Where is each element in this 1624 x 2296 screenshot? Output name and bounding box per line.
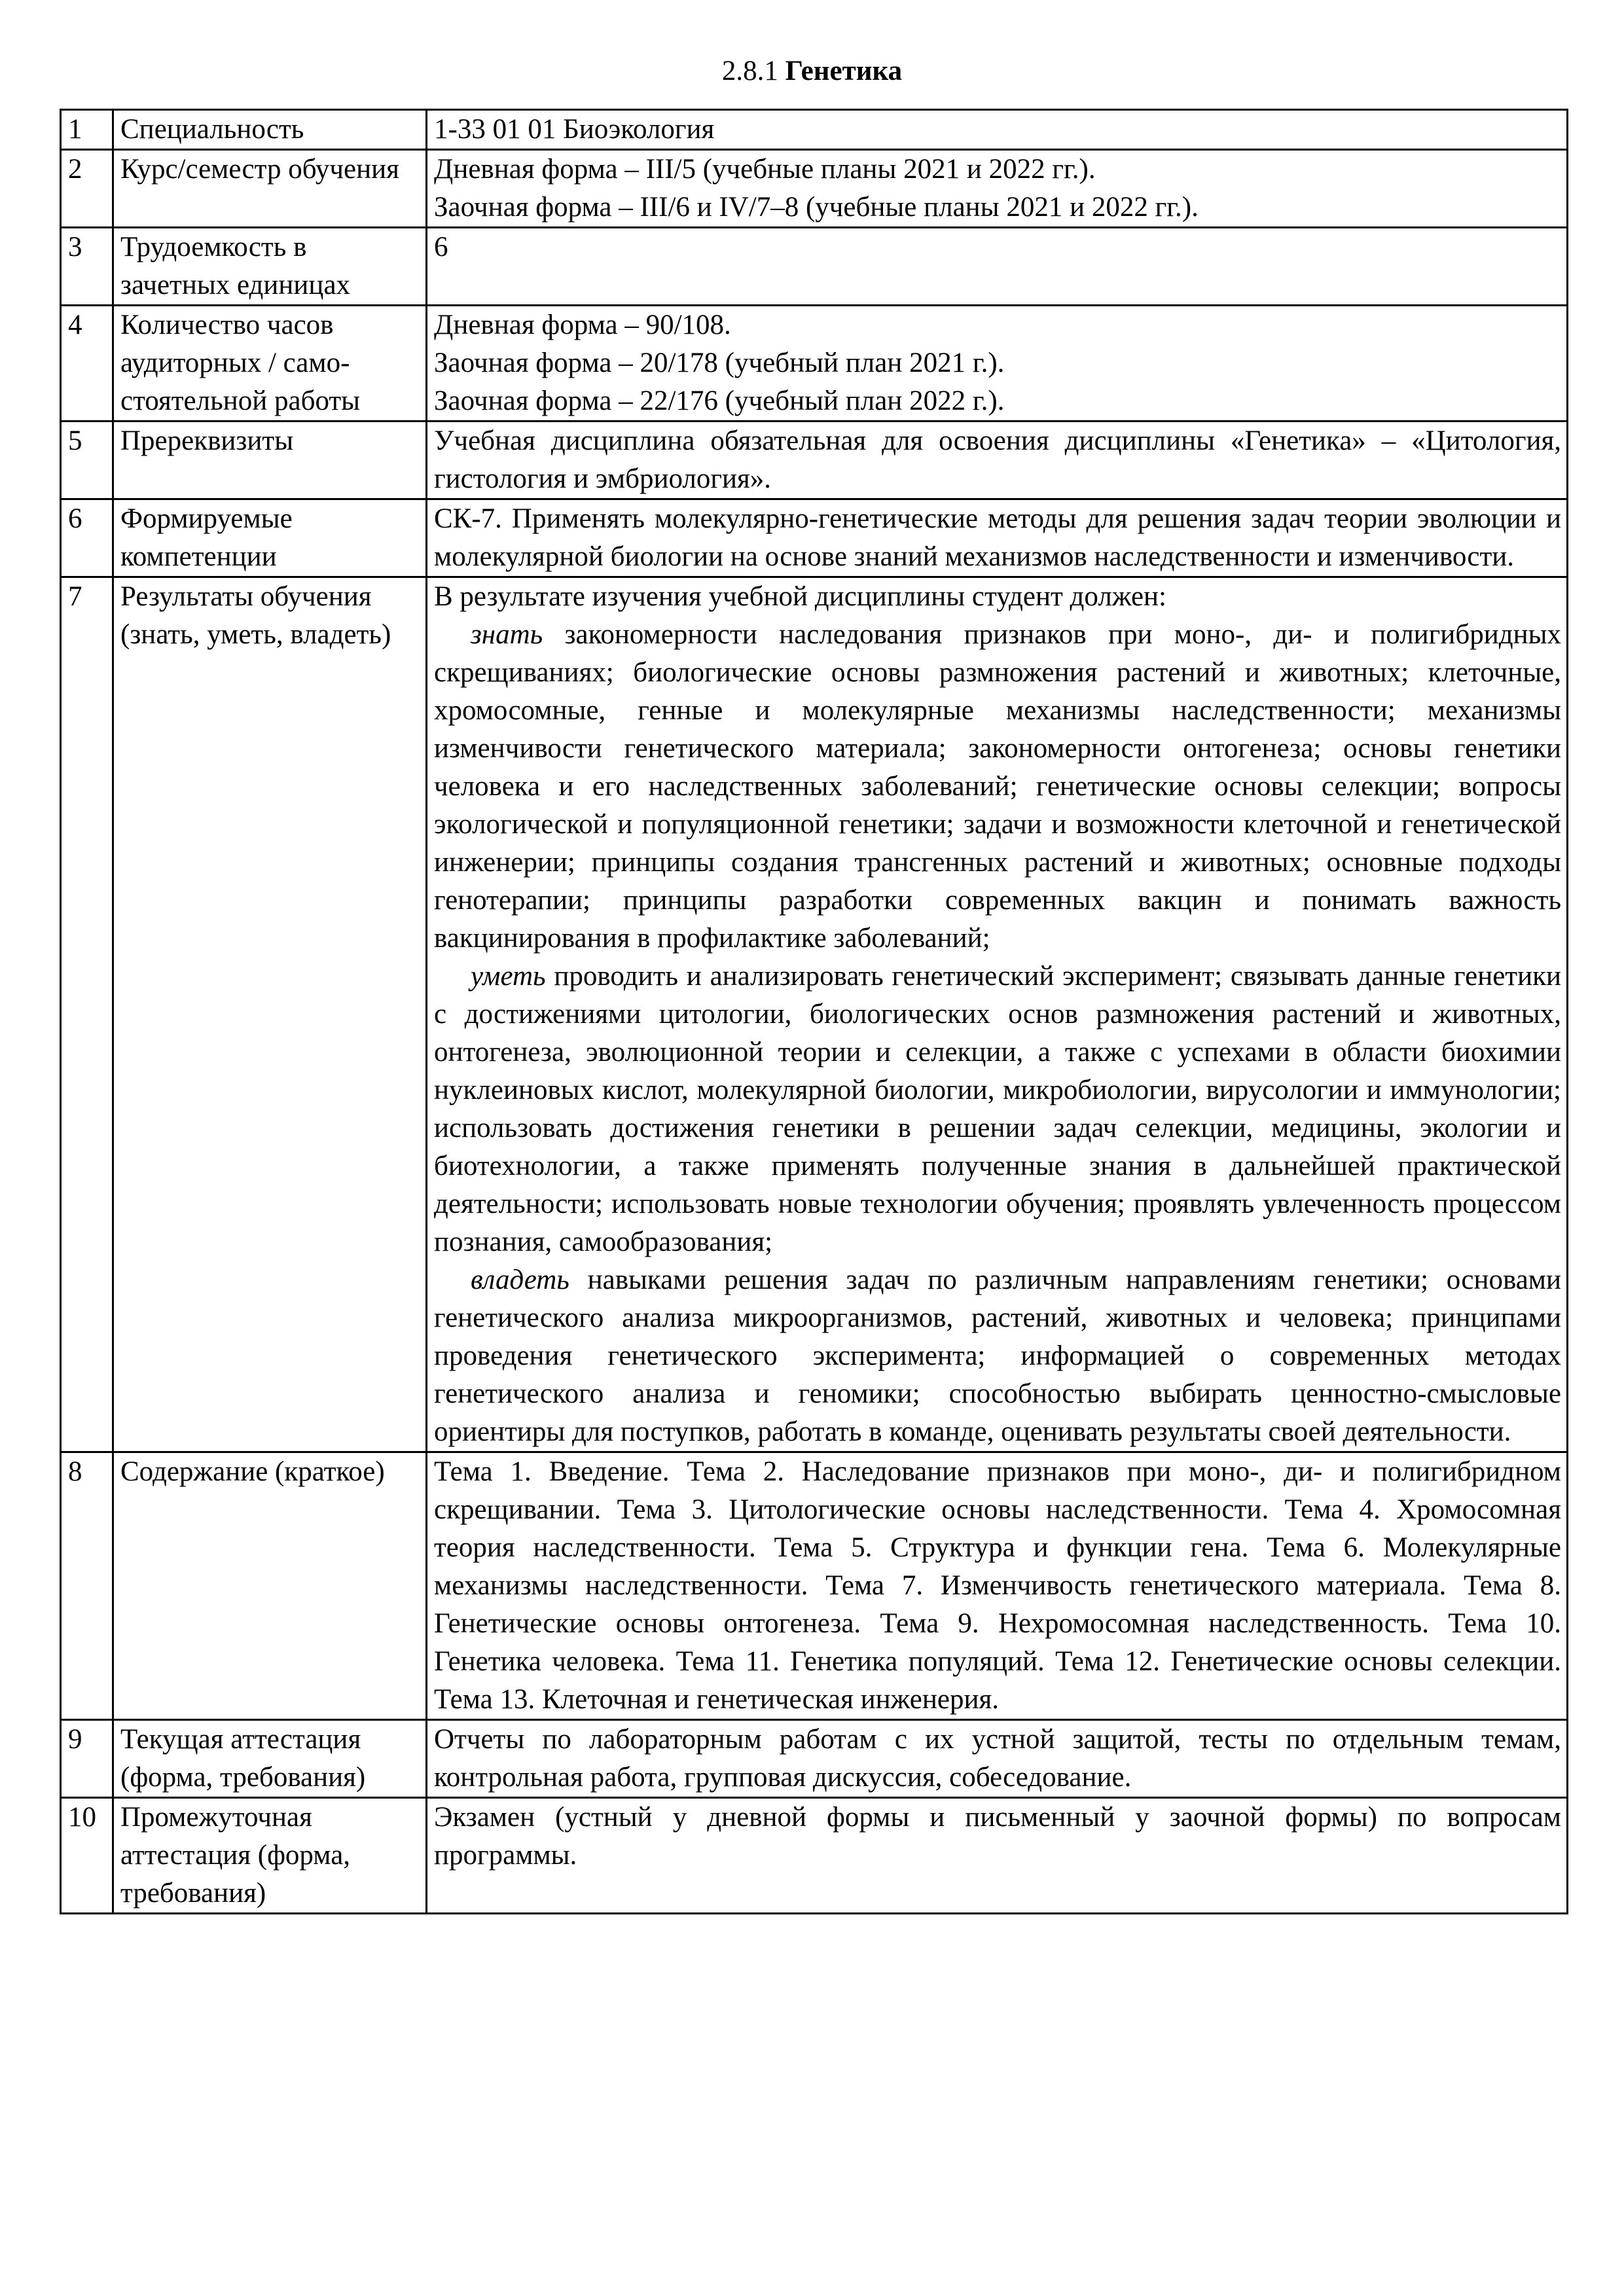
row-number: 1 xyxy=(61,110,113,150)
row-value: Экзамен (устный у дневной формы и письменный у заочной формы) по вопросам программы. xyxy=(427,1798,1568,1914)
row-label: Промежуточная аттестация (форма, требования) xyxy=(113,1798,427,1914)
table-row xyxy=(61,1452,1568,1720)
value-line: Заочная форма – 22/176 (учебный план 2022 г.). xyxy=(434,386,1005,416)
row-number: 6 xyxy=(61,499,113,577)
can-text: проводить и анализировать генетический эксперимент; связывать данные генетики с достижениями цитологии, биологических основ размножения растений и животных, онтогенеза, эволюционной теории и селекции, а также с успехами в области биохимии нуклеиновых кислот, молекулярной биологии, микробиологии, вирусологии и иммунологии; использовать достижения генетики в решении задач селекции, медицины, экологии и биотехнологии, а также применять полученные знания в дальнейшей практической деятельности; использовать новые технологии обучения; проявлять увлеченность процессом познания, самообразования; xyxy=(434,961,1562,1257)
row-number: 5 xyxy=(61,422,113,499)
row-label: Пререквизиты xyxy=(113,422,427,499)
own-keyword: владеть xyxy=(471,1265,569,1295)
row-value xyxy=(427,306,1568,422)
row-label: Формируемые компетенции xyxy=(113,499,427,577)
results-intro: В результате изучения учебной дисциплины студент должен: xyxy=(434,581,1167,612)
row-number: 8 xyxy=(61,1452,113,1720)
own-text: навыками решения задач по различным направлениям генетики; основами генетического анализа микроорганизмов, растений, животных и человека; принципами проведения генетического эксперимента; информацией о современных методах генетического анализа и геномики; способностью выбирать ценностно-смысловые ориентиры для поступков, работать в команде, оценивать результаты своей деятельности. xyxy=(434,1265,1561,1447)
row-value xyxy=(427,110,1568,150)
table-row xyxy=(61,150,1568,228)
row-label: Результаты обучения (знать, уметь, владеть) xyxy=(113,577,427,1452)
table-row xyxy=(61,1720,1568,1798)
row-number: 3 xyxy=(61,228,113,306)
table-row xyxy=(61,228,1568,306)
table-row xyxy=(61,422,1568,499)
results-own xyxy=(434,1261,1561,1451)
row-value: СК-7. Применять молекулярно-генетические методы для решения задач теории эволюции и молекулярной биологии на основе знаний механизмов наследственности и изменчивости. xyxy=(427,499,1568,577)
row-label: Специальность xyxy=(113,110,427,150)
row-label: Содержание (краткое) xyxy=(113,1452,427,1720)
row-value: Учебная дисциплина обязательная для освоения дисциплины «Генетика» – «Цитология, гистология и эмбриология». xyxy=(427,422,1568,499)
row-number: 2 xyxy=(61,150,113,228)
row-number: 9 xyxy=(61,1720,113,1798)
row-label: Текущая аттестация (форма, требования) xyxy=(113,1720,427,1798)
row-number: 10 xyxy=(61,1798,113,1914)
value-line: 6 xyxy=(434,232,448,262)
table-row xyxy=(61,110,1568,150)
row-value xyxy=(427,228,1568,306)
know-text: закономерности наследования признаков при моно-, ди- и полигибридных скрещиваниях; биологические основы размножения растений и животных; клеточные, хромосомные, генные и молекулярные механизмы наследственности; механизмы изменчивости генетического материала; закономерности онтогенеза; основы генетики человека и его наследственных заболеваний; генетические основы селекции; вопросы экологической и популяционной генетики; задачи и возможности клеточной и генетической инженерии; принципы создания трансгенных растений и животных; основные подходы генотерапии; принципы разработки современных вакцин и понимать важность вакцинирования в профилактике заболеваний; xyxy=(434,619,1561,954)
discipline-table xyxy=(60,109,1568,1914)
row-label: Курс/семестр обучения xyxy=(113,150,427,228)
row-value: Тема 1. Введение. Тема 2. Наследование признаков при моно-, ди- и полигибридном скрещивании. Тема 3. Цитологические основы наследственности. Тема 4. Хромосомная теория наследственности. Тема 5. Структура и функции гена. Тема 6. Молекулярные механизмы наследственности. Тема 7. Изменчивость генетического материала. Тема 8. Генетические основы онтогенеза. Тема 9. Нехромосомная наследственность. Тема 10. Генетика человека. Тема 11. Генетика популяций. Тема 12. Генетические основы селекции. Тема 13. Клеточная и генетическая инженерия. xyxy=(427,1452,1568,1720)
table-row xyxy=(61,577,1568,1452)
value-line: Заочная форма – 20/178 (учебный план 2021 г.). xyxy=(434,348,1005,378)
value-line: 1-33 01 01 Биоэкология xyxy=(434,114,715,145)
table-row xyxy=(61,306,1568,422)
row-label: Трудоемкость в зачетных единицах xyxy=(113,228,427,306)
row-label: Количество часов аудиторных / само-стоятельной работы xyxy=(113,306,427,422)
know-keyword: знать xyxy=(471,619,543,650)
table-row xyxy=(61,1798,1568,1914)
row-value xyxy=(427,577,1568,1452)
table-row xyxy=(61,499,1568,577)
title-name: Генетика xyxy=(785,56,903,86)
results-know xyxy=(434,616,1561,958)
document-title xyxy=(0,52,1624,90)
results-can xyxy=(434,958,1561,1261)
row-value: Отчеты по лабораторным работам с их устной защитой, тесты по отдельным темам, контрольная работа, групповая дискуссия, собеседование. xyxy=(427,1720,1568,1798)
title-number: 2.8.1 xyxy=(721,56,778,86)
value-line: Дневная форма – III/5 (учебные планы 2021 и 2022 гг.). xyxy=(434,154,1096,185)
value-line: Дневная форма – 90/108. xyxy=(434,310,731,340)
row-number: 7 xyxy=(61,577,113,1452)
row-number: 4 xyxy=(61,306,113,422)
row-value xyxy=(427,150,1568,228)
can-keyword: уметь xyxy=(471,961,546,992)
value-line: Заочная форма – III/6 и IV/7–8 (учебные планы 2021 и 2022 гг.). xyxy=(434,192,1199,223)
